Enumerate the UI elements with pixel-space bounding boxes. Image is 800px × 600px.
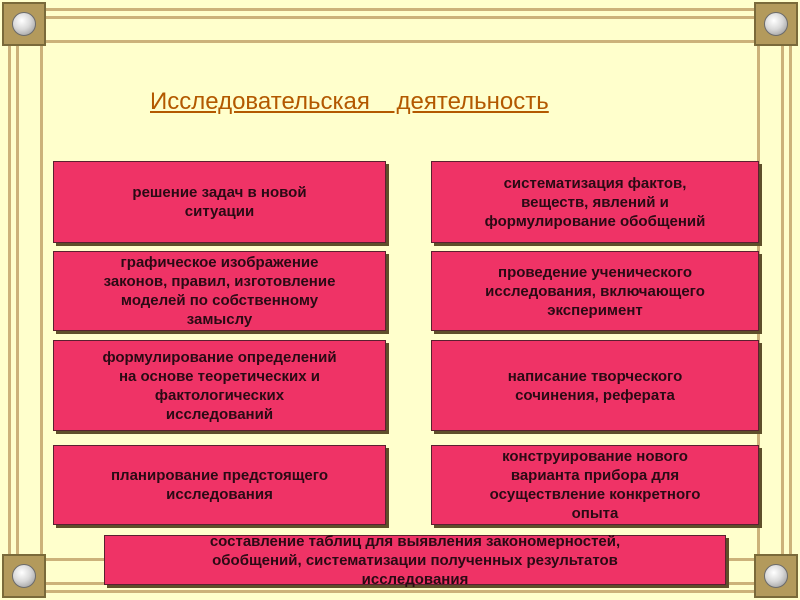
- activity-box-left-4: [53, 445, 386, 525]
- activity-box-label: составление таблиц для выявления закономерностей, обобщений, систематизации полученных результатов исследования: [209, 532, 621, 588]
- activity-box-label: решение задач в новой ситуации: [132, 184, 307, 220]
- corner-ornament-bottom-left: [2, 554, 46, 598]
- circle-knob-icon: [764, 12, 788, 36]
- frame-rail-top-inner2: [44, 40, 756, 43]
- activity-box-left-3: [53, 340, 386, 431]
- frame-rail-top-outer: [22, 8, 778, 11]
- frame-rail-right-inner: [781, 22, 784, 578]
- frame-rail-top-inner: [22, 16, 778, 19]
- activity-box-right-3: [431, 340, 759, 431]
- frame-rail-right-outer: [789, 22, 792, 578]
- activity-box-right-1: [431, 161, 759, 243]
- activity-box-label: формулирование определений на основе теоретических и фактологических исследований: [102, 348, 337, 423]
- circle-knob-icon: [12, 564, 36, 588]
- activity-box-label: конструирование нового варианта прибора для осуществление конкретного опыта: [489, 448, 701, 522]
- frame-rail-left-outer: [8, 22, 11, 578]
- circle-knob-icon: [764, 564, 788, 588]
- activity-box-label: планирование предстоящего исследования: [110, 467, 328, 503]
- corner-ornament-bottom-right: [754, 554, 798, 598]
- activity-box-label: проведение ученического исследования, включающего эксперимент: [485, 263, 705, 319]
- activity-box-label: графическое изображение законов, правил, изготовление моделей по собственному замыслу: [103, 254, 336, 328]
- activity-box-label: систематизация фактов, веществ, явлений и формулирование обобщений: [484, 174, 706, 230]
- activity-box-bottom: [104, 532, 726, 588]
- activity-box-right-2: [431, 251, 759, 331]
- corner-ornament-top-left: [2, 2, 46, 46]
- page-title: Исследовательская деятельность: [150, 88, 549, 115]
- corner-ornament-top-right: [754, 2, 798, 46]
- frame-rail-left-inner: [16, 22, 19, 578]
- activity-box-left-2: [53, 251, 386, 331]
- activity-box-right-4: [431, 445, 759, 525]
- frame-rail-bottom-outer: [22, 590, 778, 593]
- activity-box-label: написание творческого сочинения, реферата: [507, 367, 683, 404]
- frame-rail-left-inner2: [40, 44, 43, 556]
- circle-knob-icon: [12, 12, 36, 36]
- activity-box-left-1: [53, 161, 386, 243]
